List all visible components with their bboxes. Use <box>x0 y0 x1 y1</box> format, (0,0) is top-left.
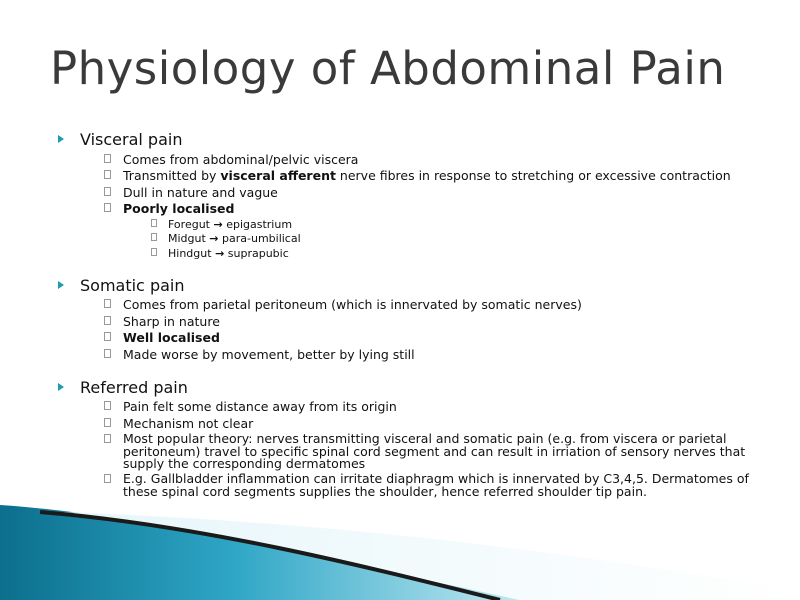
bullet-box-icon <box>104 154 111 163</box>
list-item <box>123 298 758 312</box>
bullet-box-icon <box>104 203 111 212</box>
gut-region: Foregut <box>168 217 210 231</box>
section-visceral-pain <box>58 130 758 260</box>
item-text: E.g. Gallbladder inflammation can irritate diaphragm which is innervated by C3,4,5. Dermatomes of these spinal cord segments supplies the shoulder, hence referred shoulder tip pain. <box>123 471 749 499</box>
list-item <box>123 400 758 414</box>
bullet-box-icon <box>104 332 111 341</box>
right-arrow-icon: → <box>215 246 225 260</box>
slide-title: Physiology of Abdominal Pain <box>50 42 726 95</box>
bullet-box-icon <box>104 349 111 358</box>
bullet-arrow-icon <box>58 281 64 289</box>
sub-list-item <box>168 247 758 260</box>
bullet-box-icon <box>104 170 111 179</box>
item-text-post: nerve fibres in response to stretching or excessive contraction <box>335 168 731 183</box>
item-text: Dull in nature and vague <box>123 184 278 200</box>
bullet-box-icon <box>104 401 111 410</box>
content-body <box>58 130 758 514</box>
list-item <box>123 186 758 200</box>
section-heading <box>58 130 758 150</box>
bullet-box-icon <box>151 219 157 227</box>
bullet-box-icon <box>151 248 157 256</box>
list-item <box>123 169 758 183</box>
item-text: Comes from abdominal/pelvic viscera <box>123 151 359 167</box>
section-heading <box>58 378 758 398</box>
item-text-bold: visceral afferent <box>220 168 336 183</box>
list-item <box>123 315 758 329</box>
item-text-bold: Poorly localised <box>123 201 235 216</box>
bullet-arrow-icon <box>58 135 64 143</box>
list-item <box>123 153 758 167</box>
pain-site: epigastrium <box>226 217 293 231</box>
list-item <box>123 331 758 345</box>
bullet-box-icon <box>104 316 111 325</box>
pain-site: suprapubic <box>227 246 289 260</box>
right-arrow-icon: → <box>213 217 223 231</box>
bullet-box-icon <box>104 434 111 443</box>
list-item <box>123 202 758 216</box>
heading-text: Referred pain <box>80 377 188 397</box>
bullet-box-icon <box>151 233 157 241</box>
right-arrow-icon: → <box>209 232 219 245</box>
item-text: Sharp in nature <box>123 313 220 329</box>
item-text-pre: Transmitted by <box>123 168 221 183</box>
sub-list-item <box>168 218 758 231</box>
list-item <box>123 473 758 498</box>
item-text: Mechanism not clear <box>123 415 254 431</box>
item-text: Comes from parietal peritoneum (which is innervated by somatic nerves) <box>123 297 582 312</box>
section-heading <box>58 276 758 296</box>
bullet-box-icon <box>104 299 111 308</box>
pain-site: para-umbilical <box>222 232 301 245</box>
item-text: Made worse by movement, better by lying still <box>123 346 415 362</box>
gut-region: Midgut <box>168 232 206 245</box>
sub-list-item <box>168 232 758 245</box>
section-somatic-pain <box>58 276 758 362</box>
bullet-arrow-icon <box>58 383 64 391</box>
bullet-box-icon <box>104 418 111 427</box>
heading-text: Visceral pain <box>80 130 183 149</box>
gut-region: Hindgut <box>168 246 212 260</box>
heading-text: Somatic pain <box>80 275 185 295</box>
bullet-box-icon <box>104 474 111 483</box>
list-item <box>123 433 758 471</box>
list-item <box>123 348 758 362</box>
bullet-box-icon <box>104 187 111 196</box>
item-text: Most popular theory: nerves transmitting visceral and somatic pain (e.g. from viscera or parietal peritoneum) travel to specific spinal cord segment and can result in irriation of sensory nerves that supply the corresponding dermatomes <box>123 431 746 471</box>
item-text-bold: Well localised <box>123 330 220 345</box>
section-referred-pain <box>58 378 758 499</box>
item-text: Pain felt some distance away from its origin <box>123 399 397 414</box>
list-item <box>123 417 758 431</box>
